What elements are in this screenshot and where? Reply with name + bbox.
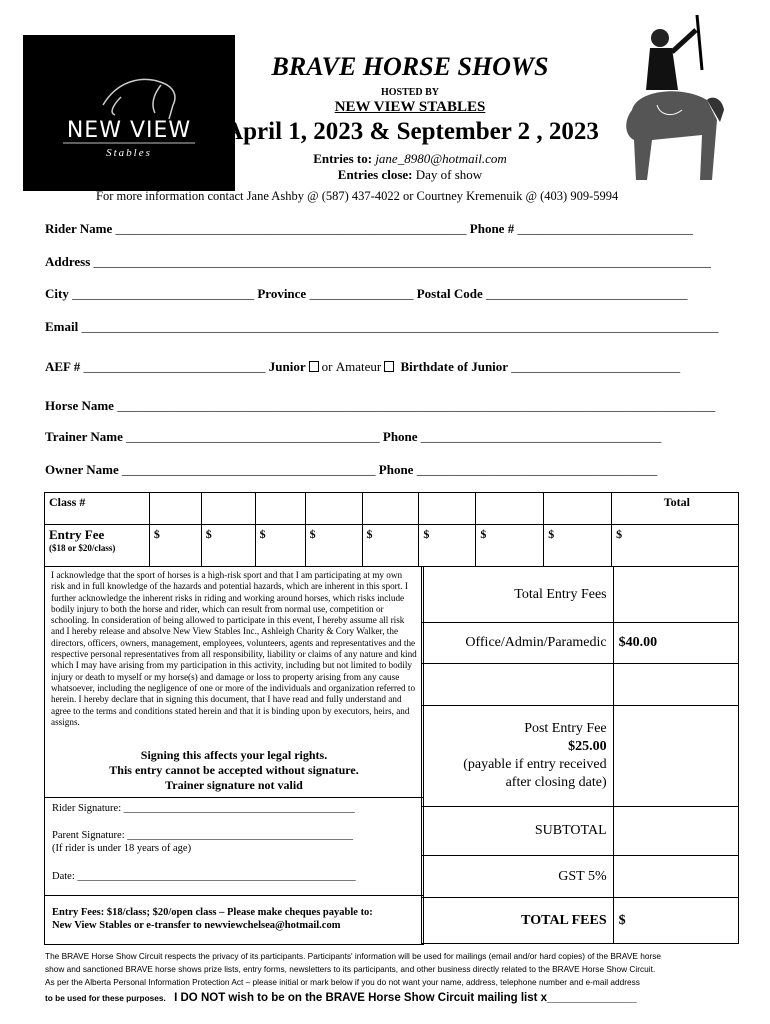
privacy-notice — [45, 950, 735, 1005]
rider-name-row — [45, 221, 693, 237]
fee-cell[interactable]: $ — [419, 525, 476, 567]
office-admin-label: Office/Admin/Paramedic — [422, 623, 614, 664]
birthdate-field[interactable]: __________________________ — [511, 359, 681, 374]
horse-name-label: Horse Name — [45, 398, 114, 413]
signature-required-warning: This entry cannot be accepted without signature. — [109, 763, 359, 777]
parent-signature-label: Parent Signature: — [52, 830, 125, 841]
office-admin-value: $40.00 — [613, 623, 738, 664]
city-label: City — [45, 286, 69, 301]
class-cell[interactable] — [255, 493, 305, 525]
fee-cell[interactable]: $ — [476, 525, 544, 567]
postal-code-label: Postal Code — [416, 286, 483, 301]
legal-rights-warning: Signing this affects your legal rights. — [140, 748, 328, 762]
horse-name-row — [45, 398, 715, 414]
total-fee-cell[interactable]: $ — [612, 525, 739, 567]
logo-main-text: NEW VIEW — [66, 118, 192, 143]
entry-fee-label: Entry Fee — [49, 527, 105, 542]
class-cell[interactable] — [305, 493, 362, 525]
fees-note-line2: New View Stables or e-transfer to newviewchelsea@hotmail.com — [52, 920, 341, 931]
date-label: Date: — [52, 871, 75, 882]
owner-name-field[interactable]: _______________________________________ — [122, 462, 376, 477]
post-entry-fee-amount: $25.00 — [568, 739, 607, 754]
trainer-signature-warning: Trainer signature not valid — [165, 778, 303, 792]
class-cell[interactable] — [149, 493, 201, 525]
privacy-line3: As per the Alberta Personal Information Protection Act – please initial or mark below if you do not want your name, address, telephone number and e-mail address — [45, 977, 640, 987]
email-row — [45, 319, 718, 335]
phone-field[interactable]: ___________________________ — [517, 221, 693, 236]
class-cell[interactable] — [419, 493, 476, 525]
trainer-name-label: Trainer Name — [45, 429, 123, 444]
total-fees-label: TOTAL FEES — [422, 898, 614, 944]
date-field[interactable]: _____________________________________________________ — [77, 871, 356, 882]
host-name: NEW VIEW STABLES — [334, 99, 486, 115]
privacy-line2: show and sanctioned BRAVE horse shows prize lists, entry forms, newsletters to its participants, and other business directly related to the BRAVE Horse Show Circuit. — [45, 964, 656, 974]
class-cell[interactable] — [201, 493, 255, 525]
rider-signature-row — [52, 803, 355, 814]
aef-field[interactable]: ____________________________ — [83, 359, 266, 374]
parent-signature-row — [52, 829, 353, 855]
post-entry-fee-value[interactable] — [613, 706, 738, 807]
entries-to — [240, 151, 580, 167]
aef-label: AEF # — [45, 359, 81, 374]
gst-label: GST 5% — [422, 856, 614, 898]
rider-signature-label: Rider Signature: — [52, 803, 122, 814]
totals-table — [421, 566, 739, 944]
fee-cell[interactable]: $ — [255, 525, 305, 567]
rider-illustration-icon — [612, 10, 732, 190]
owner-phone-label: Phone — [378, 462, 414, 477]
blank-cell — [422, 664, 614, 706]
entries-to-value: jane_8980@hotmail.com — [375, 151, 507, 166]
trainer-phone-label: Phone — [382, 429, 418, 444]
class-cell[interactable] — [476, 493, 544, 525]
waiver-text: I acknowledge that the sport of horses is a high-risk sport and that I am participating at my own risk and in full knowledge of the hazards and potential hazards, which are inherent in this sport. I further acknowledge the inherent risks in riding and working around horses, which risks include bodily injury to both the horse and rider, which can result from normal use, competition or schooling. In consideration of being allowed to participate in this event, I hereby assume all risk and I hereby release and absolve New View Stables Inc., Ashleigh Charity & Cory Walker, the directors, officers, owners, management, employees, volunteers, agents and representatives and the respective personal representatives from all responsibility, liability or claims of any nature and kind which I may have arising from my participation in this activity, including but not limited to bodily injury or death to myself or my horse(s) and damage or loss to property arising from any cause whatsoever, including the negligence of one or more of the individuals and organization referred to herein. I hereby declare that in signing this document, that I have read and fully understand and agree to the terms and conditions stated herein and that it is binding upon by executors, heirs, and assigns. — [51, 570, 417, 727]
trainer-phone-field[interactable]: _____________________________________ — [420, 429, 662, 444]
privacy-line1: The BRAVE Horse Show Circuit respects the privacy of its participants. Participants' information will be used for mailings (email and/or hard copies) of the BRAVE horse — [45, 951, 661, 961]
trainer-name-field[interactable]: _______________________________________ — [126, 429, 380, 444]
class-number-row — [45, 493, 739, 525]
email-label: Email — [45, 319, 79, 334]
fee-cell[interactable]: $ — [362, 525, 419, 567]
fee-cell[interactable]: $ — [201, 525, 255, 567]
address-label: Address — [45, 254, 91, 269]
owner-name-label: Owner Name — [45, 462, 119, 477]
address-field[interactable]: _______________________________________________________________________________________________ — [93, 254, 712, 269]
entries-close-label: Entries close: — [337, 167, 413, 182]
total-entry-fees-value[interactable] — [613, 567, 738, 623]
subtotal-label: SUBTOTAL — [422, 807, 614, 856]
junior-label: Junior — [268, 359, 306, 374]
entry-fee-row — [45, 525, 739, 567]
subtotal-value[interactable] — [613, 807, 738, 856]
aef-row — [45, 359, 680, 375]
parent-signature-field[interactable]: ___________________________________________ — [127, 830, 353, 841]
owner-row — [45, 462, 657, 478]
fee-cell[interactable]: $ — [149, 525, 201, 567]
contact-info: For more information contact Jane Ashby @ (587) 437-4022 or Courtney Kremenuik @ (403) 909-5994 — [96, 189, 619, 203]
blank-value-cell[interactable] — [613, 664, 738, 706]
rider-name-label: Rider Name — [45, 221, 113, 236]
or-label: or — [321, 359, 333, 374]
waiver-box — [44, 566, 424, 945]
province-field[interactable]: ________________ — [309, 286, 414, 301]
owner-phone-field[interactable]: _____________________________________ — [416, 462, 658, 477]
entry-fee-cell — [45, 525, 150, 567]
class-cell[interactable] — [362, 493, 419, 525]
show-title: BRAVE HORSE SHOWS — [271, 52, 549, 81]
fee-cell[interactable]: $ — [305, 525, 362, 567]
city-field[interactable]: ____________________________ — [72, 286, 255, 301]
hosted-by-label: HOSTED BY — [380, 87, 440, 98]
amateur-checkbox[interactable] — [384, 361, 394, 372]
total-entry-fees-label: Total Entry Fees — [422, 567, 614, 623]
post-entry-note2: after closing date) — [505, 775, 607, 790]
horse-name-field[interactable]: ____________________________________________________________________________________________ — [117, 398, 716, 413]
total-fees-value[interactable]: $ — [613, 898, 738, 944]
show-dates: April 1, 2023 & September 2 , 2023 — [225, 118, 599, 145]
post-entry-fee-cell — [422, 706, 614, 807]
amateur-label: Amateur — [335, 359, 382, 374]
phone-label: Phone # — [469, 221, 515, 236]
post-entry-note1: (payable if entry received — [463, 757, 607, 772]
entry-fee-note: ($18 or $20/class) — [49, 543, 116, 553]
optout-row — [45, 992, 735, 1005]
entries-close-value: Day of show — [415, 167, 483, 182]
fee-cell[interactable]: $ — [544, 525, 612, 567]
fees-note — [52, 906, 373, 932]
fees-note-line1: Entry Fees: $18/class; $20/open class – Please make cheques payable to: — [52, 907, 373, 918]
parent-signature-note: (If rider is under 18 years of age) — [52, 843, 192, 854]
city-row — [45, 286, 688, 302]
rider-name-field[interactable]: ______________________________________________________ — [115, 221, 467, 236]
horse-logo-icon — [23, 35, 235, 191]
trainer-row — [45, 429, 661, 445]
logo-sub-text: Stables — [106, 147, 152, 159]
new-view-stables-logo — [23, 35, 235, 191]
class-table — [44, 492, 739, 567]
rider-signature-field[interactable]: ____________________________________________ — [123, 803, 355, 814]
birthdate-label: Birthdate of Junior — [400, 359, 508, 374]
class-cell[interactable] — [544, 493, 612, 525]
waiver-warnings — [45, 748, 423, 793]
gst-value[interactable] — [613, 856, 738, 898]
post-entry-fee-label: Post Entry Fee — [524, 721, 607, 736]
mailing-list-optout[interactable]: I DO NOT wish to be on the BRAVE Horse Show Circuit mailing list x______________ — [174, 992, 637, 1004]
privacy-line4: to be used for these purposes. — [45, 993, 166, 1003]
postal-code-field[interactable]: _______________________________ — [486, 286, 688, 301]
total-header: Total — [612, 493, 739, 525]
entries-to-label: Entries to: — [313, 151, 373, 166]
class-number-label: Class # — [45, 493, 150, 525]
email-field[interactable]: __________________________________________________________________________________________________ — [81, 319, 719, 334]
province-label: Province — [257, 286, 307, 301]
junior-checkbox[interactable] — [309, 361, 319, 372]
address-row — [45, 254, 711, 270]
date-row — [52, 871, 356, 882]
entries-close — [240, 167, 580, 183]
